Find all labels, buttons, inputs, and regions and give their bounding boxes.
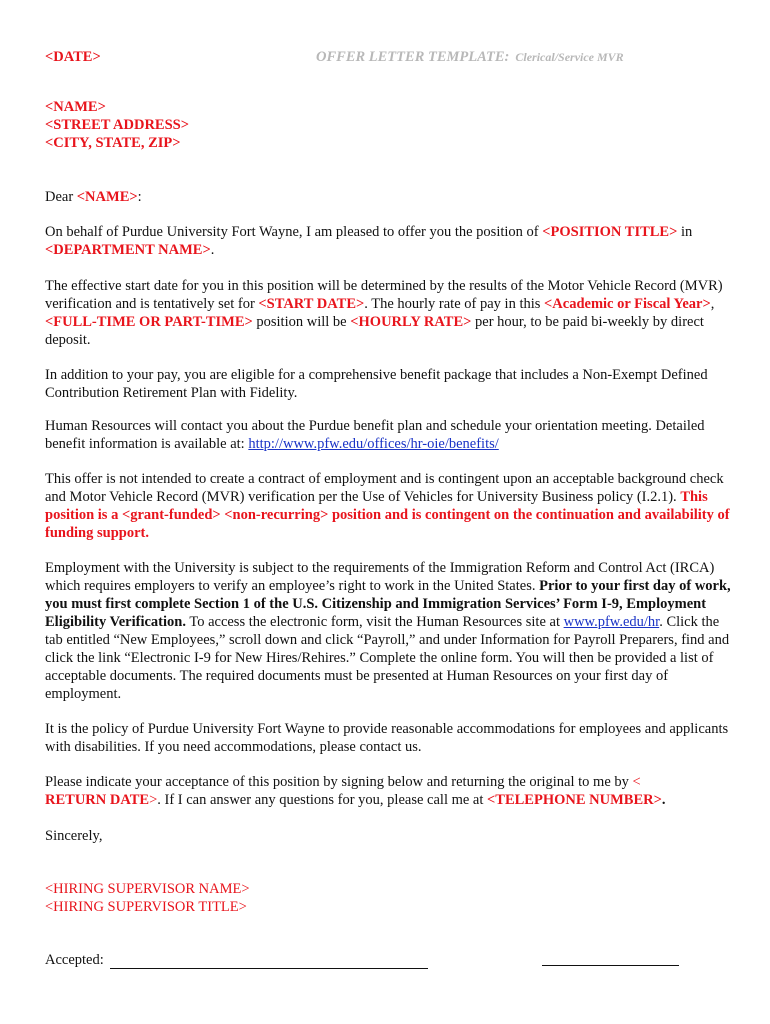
signature-block xyxy=(45,880,735,916)
date-line[interactable] xyxy=(542,951,679,966)
acceptance-line-row xyxy=(45,951,735,969)
salutation-dear: Dear xyxy=(45,189,77,205)
template-subtitle: Clerical/Service MVR xyxy=(515,50,624,64)
supervisor-title-placeholder: <HIRING SUPERVISOR TITLE> xyxy=(45,899,247,915)
benefits-link[interactable]: http://www.pfw.edu/offices/hr-oie/benefits/ xyxy=(248,436,499,452)
p6-text-1: Employment with the University is subject to the requirements of the Immigration Reform and Control Act (IRCA) which requires employers to verify an employee’s right to work in the United States. xyxy=(45,560,715,594)
return-date-open: < xyxy=(632,774,641,790)
p2-text-1: The effective start date for you in this position will be determined by the results of the Motor Vehicle Record (MVR) verification and is tentatively set for xyxy=(45,278,723,312)
hourly-rate-placeholder: <HOURLY RATE> xyxy=(350,314,472,330)
template-title xyxy=(316,48,624,66)
p5-text-1: This offer is not intended to create a contract of employment and is contingent upon an acceptable background check and Motor Vehicle Record (MVR) verification per the Use of Vehicles for University Business policy (I.2.1). xyxy=(45,471,724,505)
address-name: <NAME> xyxy=(45,99,106,115)
p2-text-3: , xyxy=(710,296,715,312)
accepted-label: Accepted: xyxy=(45,952,104,968)
salutation xyxy=(45,188,735,206)
paragraph-orientation xyxy=(45,417,735,453)
paragraph-benefits: In addition to your pay, you are eligible for a comprehensive benefit package that includes a Non-Exempt Defined Contribution Retirement Plan with Fidelity. xyxy=(45,367,708,401)
paragraph-i9 xyxy=(45,559,735,703)
p1-text-1: On behalf of Purdue University Fort Wayne, I am pleased to offer you the position of xyxy=(45,224,543,240)
paragraph-accommodations: It is the policy of Purdue University Fort Wayne to provide reasonable accommodations for employees and applicants with disabilities. If you need accommodations, please contact us. xyxy=(45,721,729,755)
p8-text-1: Please indicate your acceptance of this position by signing below and returning the original to me by xyxy=(45,774,633,790)
p2-text-2: . The hourly rate of pay in this xyxy=(364,296,545,312)
supervisor-name-placeholder: <HIRING SUPERVISOR NAME> xyxy=(45,881,250,897)
address-street: <STREET ADDRESS> xyxy=(45,117,189,133)
position-title-placeholder: <POSITION TITLE> xyxy=(542,224,678,240)
signature-line[interactable] xyxy=(110,954,428,969)
hr-site-link[interactable]: www.pfw.edu/hr xyxy=(563,614,660,630)
paragraph-contingency xyxy=(45,470,735,542)
p6-text-3: . Click the tab entitled “New Employees,” scroll down and click “Payroll,” and under Information for Payroll Preparers, find and click the link “Electronic I-9 for New Hires/Rehires.” Complete the online form. You will then be provided a list of acceptable documents. The required documents must be presented at Human Resources on your first day of employment. xyxy=(45,614,730,702)
phone-placeholder: <TELEPHONE NUMBER> xyxy=(487,792,662,808)
return-date-placeholder: RETURN DATE xyxy=(45,792,150,808)
paragraph-acceptance xyxy=(45,773,735,809)
salutation-name: <NAME> xyxy=(76,189,138,205)
p2-text-4: position will be xyxy=(252,314,351,330)
letter-header xyxy=(45,44,735,64)
p6-text-2: To access the electronic form, visit the Human Resources site at xyxy=(185,614,564,630)
address-block xyxy=(45,98,735,152)
template-title-text: OFFER LETTER TEMPLATE: xyxy=(316,49,510,65)
fulltime-placeholder: <FULL-TIME OR PART-TIME> xyxy=(45,314,253,330)
year-placeholder: <Academic or Fiscal Year> xyxy=(544,296,711,312)
salutation-colon: : xyxy=(137,189,142,205)
start-date-placeholder: <START DATE> xyxy=(258,296,365,312)
date-placeholder: <DATE> xyxy=(45,49,101,65)
i9-requirement: Prior to your first day of work, you must first complete Section 1 of the U.S. Citizenship and Immigration Services’ Form I-9, Employment Eligibility Verification. xyxy=(45,578,731,630)
p4-text-1: Human Resources will contact you about the Purdue benefit plan and schedule your orientation meeting. Detailed benefit information is available at: xyxy=(45,418,705,452)
paragraph-offer xyxy=(45,223,735,259)
funding-notice: This position is a <grant-funded> <non-recurring> position and is contingent on the continuation and availability of funding support. xyxy=(45,489,730,541)
p1-text-3: . xyxy=(210,242,215,258)
department-placeholder: <DEPARTMENT NAME> xyxy=(45,242,211,258)
address-city: <CITY, STATE, ZIP> xyxy=(45,135,181,151)
closing: Sincerely, xyxy=(45,828,103,844)
return-date-close: > xyxy=(149,792,158,808)
paragraph-start-date xyxy=(45,277,735,349)
letter-page xyxy=(45,44,735,968)
p8-text-2: . If I can answer any questions for you, please call me at xyxy=(157,792,488,808)
p8-text-3: . xyxy=(661,792,666,808)
p2-text-5: per hour, to be paid bi-weekly by direct deposit. xyxy=(45,314,704,348)
p1-text-2: in xyxy=(677,224,693,240)
